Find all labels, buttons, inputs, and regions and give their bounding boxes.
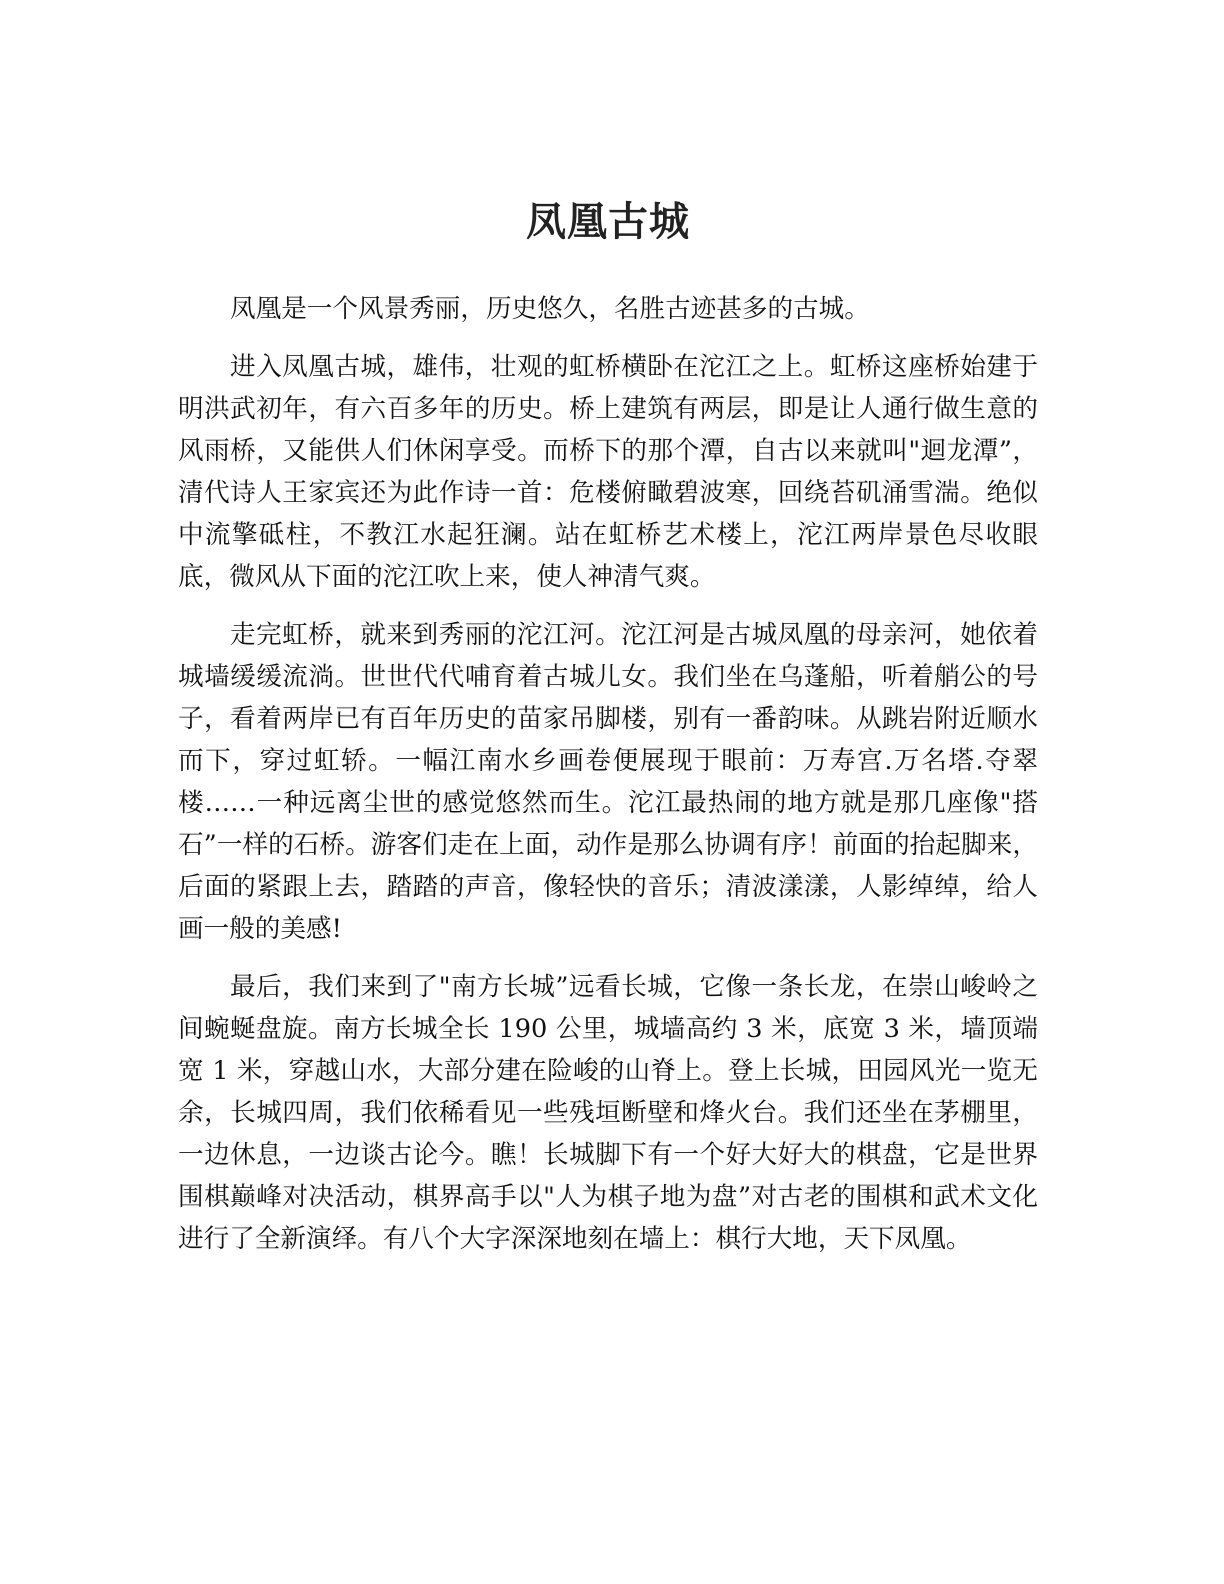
paragraph-tuojiang-river: 走完虹桥，就来到秀丽的沱江河。沱江河是古城凤凰的母亲河，她依着城墙缓缓流淌。世世代代哺育着古城儿女。我们坐在乌蓬船，听着艄公的号子，看着两岸已有百年历史的苗家吊脚楼，别有一番韵味。从跳岩附近顺水而下，穿过虹轿。一幅江南水乡画卷便展现于眼前：万寿宫.万名塔.夺翠楼……一种远离尘世的感觉悠然而生。沱江最热闹的地方就是那几座像"搭石”一样的石桥。游客们走在上面，动作是那么协调有序！前面的抬起脚来，后面的紧跟上去，踏踏的声音，像轻快的音乐；清波漾漾，人影绰绰，给人画一般的美感!: [178, 620, 1038, 944]
document-page: [178, 196, 1038, 1276]
paragraph-intro: 凤凰是一个风景秀丽，历史悠久，名胜古迹甚多的古城。: [230, 294, 870, 324]
document-body: [178, 288, 1038, 1260]
document-title: 凤凰古城: [526, 199, 690, 245]
paragraph-southern-great-wall: 最后，我们来到了"南方长城”远看长城，它像一条长龙，在崇山峻岭之间蜿蜒盘旋。南方长城全长 190 公里，城墙高约 3 米，底宽 3 米，墙顶端宽 1 米，穿越山水，大部分建在险峻的山脊上。登上长城，田园风光一览无余，长城四周，我们依稀看见一些残垣断壁和烽火台。我们还坐在茅棚里，一边休息，一边谈古论今。瞧！长城脚下有一个好大好大的棋盘，它是世界围棋巅峰对决活动，棋界高手以"人为棋子地为盘”对古老的围棋和武术文化进行了全新演绎。有八个大字深深地刻在墙上：棋行大地，天下凤凰。: [178, 972, 1038, 1254]
paragraph-rainbow-bridge: 进入凤凰古城，雄伟，壮观的虹桥横卧在沱江之上。虹桥这座桥始建于明洪武初年，有六百多年的历史。桥上建筑有两层，即是让人通行做生意的风雨桥，又能供人们休闲享受。而桥下的那个潭，自古以来就叫"迴龙潭”，清代诗人王家宾还为此作诗一首：危楼俯瞰碧波寒，回绕苔矶涌雪湍。绝似中流擎砥柱，不教江水起狂澜。站在虹桥艺术楼上，沱江两岸景色尽收眼底，微风从下面的沱江吹上来，使人神清气爽。: [178, 352, 1038, 592]
